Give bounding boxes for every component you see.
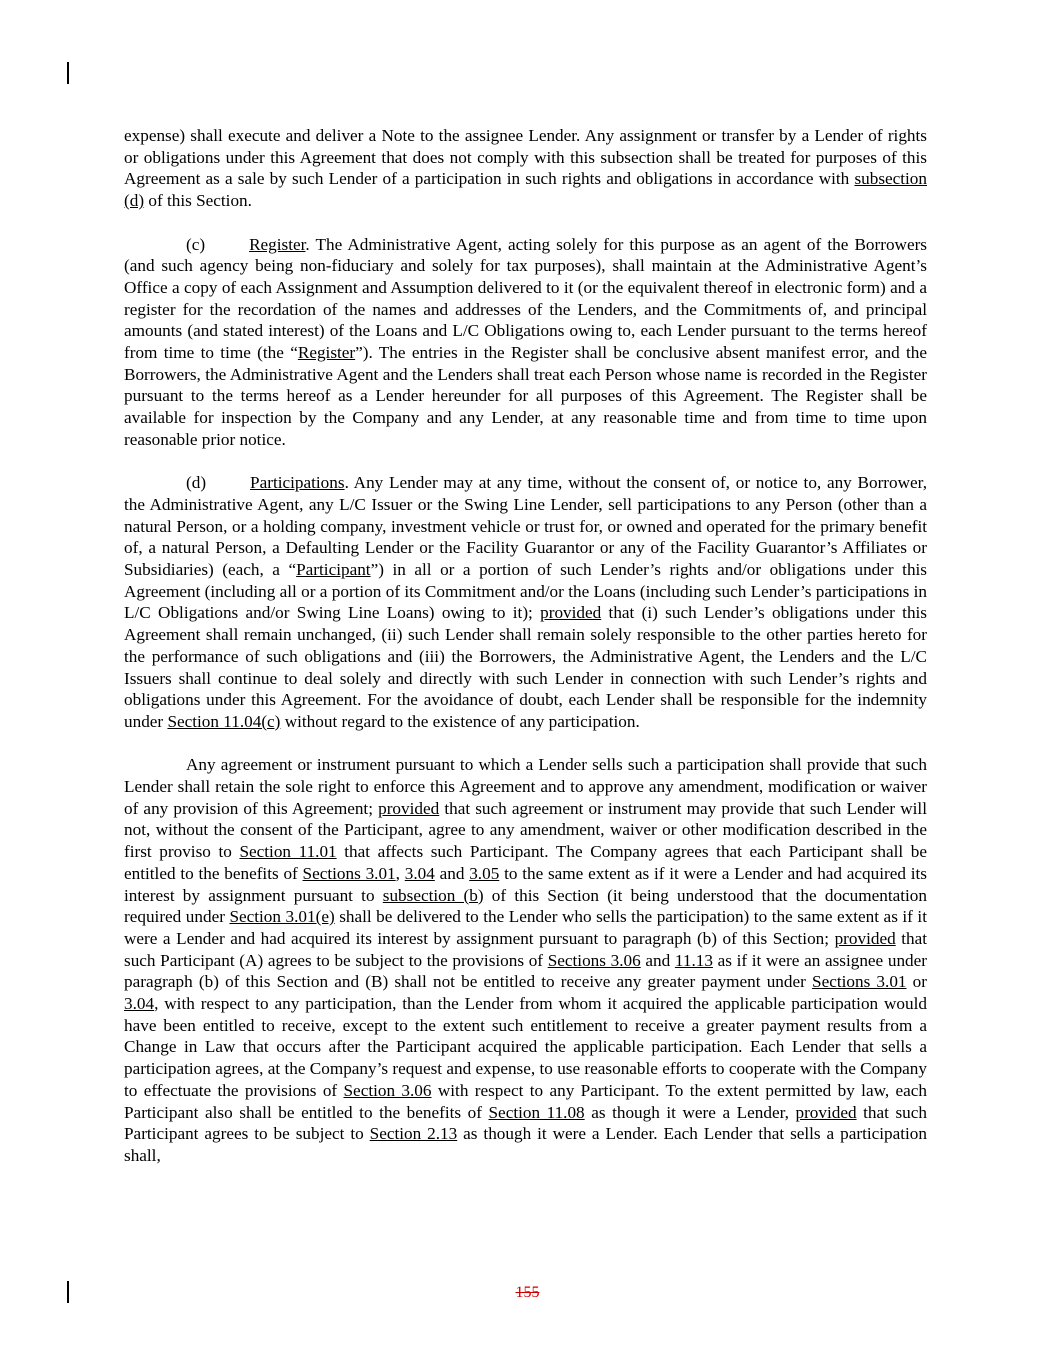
cross-reference: Sections 3.01 <box>302 863 396 883</box>
page-number: 155 <box>515 1284 540 1301</box>
text: as though it were a Lender. Each Lender that sells a participation shall, <box>124 1124 927 1165</box>
text: . Any Lender may at any time, without the consent of, or notice to, any Borrower, the Administrative Agent, any L/C Issuer or the Swing Line Lender, sell participations to any Person (other than a natural Person, or a holding company, investment vehicle or trust for, or owned and operated for the primary benefit of, a natural Person, a Defaulting Lender or the Facility Guarantor or any of the Facility Guarantor’s Affiliates or Subsidiaries) (each, a “ <box>124 473 927 580</box>
text: ”) in all or a portion of such Lender’s rights and/or obligations under this Agreement (including all or a portion of its Commitment and/or the Loans (including such Lender’s participations in L/C Obligations and/or Swing Line Loans) owing to it); <box>124 560 927 623</box>
cross-reference: Sections 3.01 <box>812 972 907 992</box>
text: of this Section. <box>144 191 252 211</box>
section-label: (c) <box>186 234 206 254</box>
cross-reference: Section 11.08 <box>488 1102 585 1122</box>
text: Any agreement or instrument pursuant to which a Lender sells such a participation shall provide that such Lender shall retain the sole right to enforce this Agreement and to approve any amendment, modification or waiver of any provision of this Agreement; <box>124 755 927 818</box>
proviso-term: provided <box>834 928 896 948</box>
text: ”). The entries in the Register shall be conclusive absent manifest error, and the Borrowers, the Administrative Agent and the Lenders shall treat each Person whose name is recorded in the Register pursuant to the terms hereof as a Lender hereunder for all purposes of this Agreement. The Register shall be available for inspection by the Company and any Lender, at any reasonable time and from time to time upon reasonable prior notice. <box>124 343 927 449</box>
paragraph-continuation <box>124 125 927 212</box>
text: that such Participant (A) agrees to be subject to the provisions of <box>124 928 927 970</box>
cross-reference: subsection (d) <box>124 169 927 211</box>
text: as if it were an assignee under paragraph (b) of this Section and (B) shall not be entitled to receive any greater payment under <box>124 950 927 992</box>
text: . The Administrative Agent, acting solely for this purpose as an agent of the Borrowers (and such agency being non-fiduciary and solely for tax purposes), shall maintain at the Administrative Agent’s Office a copy of each Assignment and Assumption delivered to it (or the equivalent thereof in electronic form) and a register for the recordation of the names and addresses of the Lenders, and the Commitments of, and principal amounts (and stated interest) of the Loans and L/C Obligations owing to, each Lender pursuant to the terms hereof from time to time (the “ <box>124 234 927 363</box>
cross-reference: Section 3.06 <box>343 1080 432 1100</box>
cross-reference: Section 11.04(c) <box>167 711 281 731</box>
text: , <box>395 863 405 883</box>
text: shall be delivered to the Lender who sells the participation) to the same extent as if it were a Lender and had acquired its interest by assignment pursuant to paragraph (b) of this Section; <box>124 907 927 948</box>
cross-reference: Section 3.01(e) <box>229 907 335 927</box>
cross-reference: subsection (b) <box>382 885 484 905</box>
text: and <box>434 863 470 883</box>
text: and <box>640 950 675 970</box>
paragraph-register <box>124 234 927 451</box>
document-body <box>124 125 927 1188</box>
text: that such agreement or instrument may provide that such Lender will not, without the consent of the Participant, agree to any amendment, waiver or other modification described in the first proviso to <box>124 798 927 862</box>
section-label: (d) <box>186 473 207 493</box>
text: of this Section (it being understood that the documentation required under <box>124 885 927 927</box>
paragraph-participation-agreement <box>124 754 927 1166</box>
cross-reference: 11.13 <box>674 950 713 970</box>
text: that (i) such Lender’s obligations under this Agreement shall remain unchanged, (ii) such Lender shall remain solely responsible to the other parties hereto for the performance of such obligations and (iii) the Borrowers, the Administrative Agent, the Lenders and the L/C Issuers shall continue to deal solely and directly with such Lender in connection with such Lender’s rights and obligations under this Agreement. For the avoidance of doubt, each Lender shall be responsible for the indemnity under <box>124 603 927 731</box>
defined-term: Participant <box>296 560 371 580</box>
text: expense) shall execute and deliver a Note to the assignee Lender. Any assignment or transfer by a Lender of rights or obligations under this Agreement that does not comply with this subsection shall be treated for purposes of this Agreement as a sale by such Lender of a participation in such rights and obligations in accordance with <box>124 126 927 189</box>
proviso-term: provided <box>795 1102 857 1122</box>
cross-reference: Section 2.13 <box>369 1124 458 1144</box>
text: to the same extent as if it were a Lender and had acquired its interest by assignment pursuant to <box>124 863 927 905</box>
paragraph-participations <box>124 472 927 732</box>
text: with respect to any Participant. To the extent permitted by law, each Participant also shall be entitled to the benefits of <box>124 1080 928 1122</box>
cross-reference: Section 11.01 <box>239 842 337 862</box>
text: that affects such Participant. The Company agrees that each Participant shall be entitled to the benefits of <box>124 842 927 883</box>
text: , with respect to any participation, than the Lender from whom it acquired the applicable participation would have been entitled to receive, except to the extent such entitlement to receive a greater payment results from a Change in Law that occurs after the Participant acquired the applicable participation. Each Lender that sells a participation agrees, at the Company’s request and expense, to use reasonable efforts to cooperate with the Company to effectuate the provisions of <box>124 994 927 1100</box>
cross-reference: 3.04 <box>404 863 435 883</box>
proviso-term: provided <box>540 603 602 623</box>
text: as though it were a Lender, <box>584 1102 796 1122</box>
section-heading: Participations <box>250 473 345 493</box>
cross-reference: 3.05 <box>469 863 500 883</box>
text: or <box>906 972 927 992</box>
defined-term: Register <box>297 343 356 363</box>
change-bar-top <box>67 62 69 84</box>
text: that such Participant agrees to be subject to <box>124 1102 927 1144</box>
cross-reference: 3.04 <box>124 994 155 1014</box>
text: without regard to the existence of any participation. <box>280 711 640 731</box>
proviso-term: provided <box>378 798 440 818</box>
cross-reference: Sections 3.06 <box>547 950 641 970</box>
section-heading: Register <box>249 234 306 254</box>
